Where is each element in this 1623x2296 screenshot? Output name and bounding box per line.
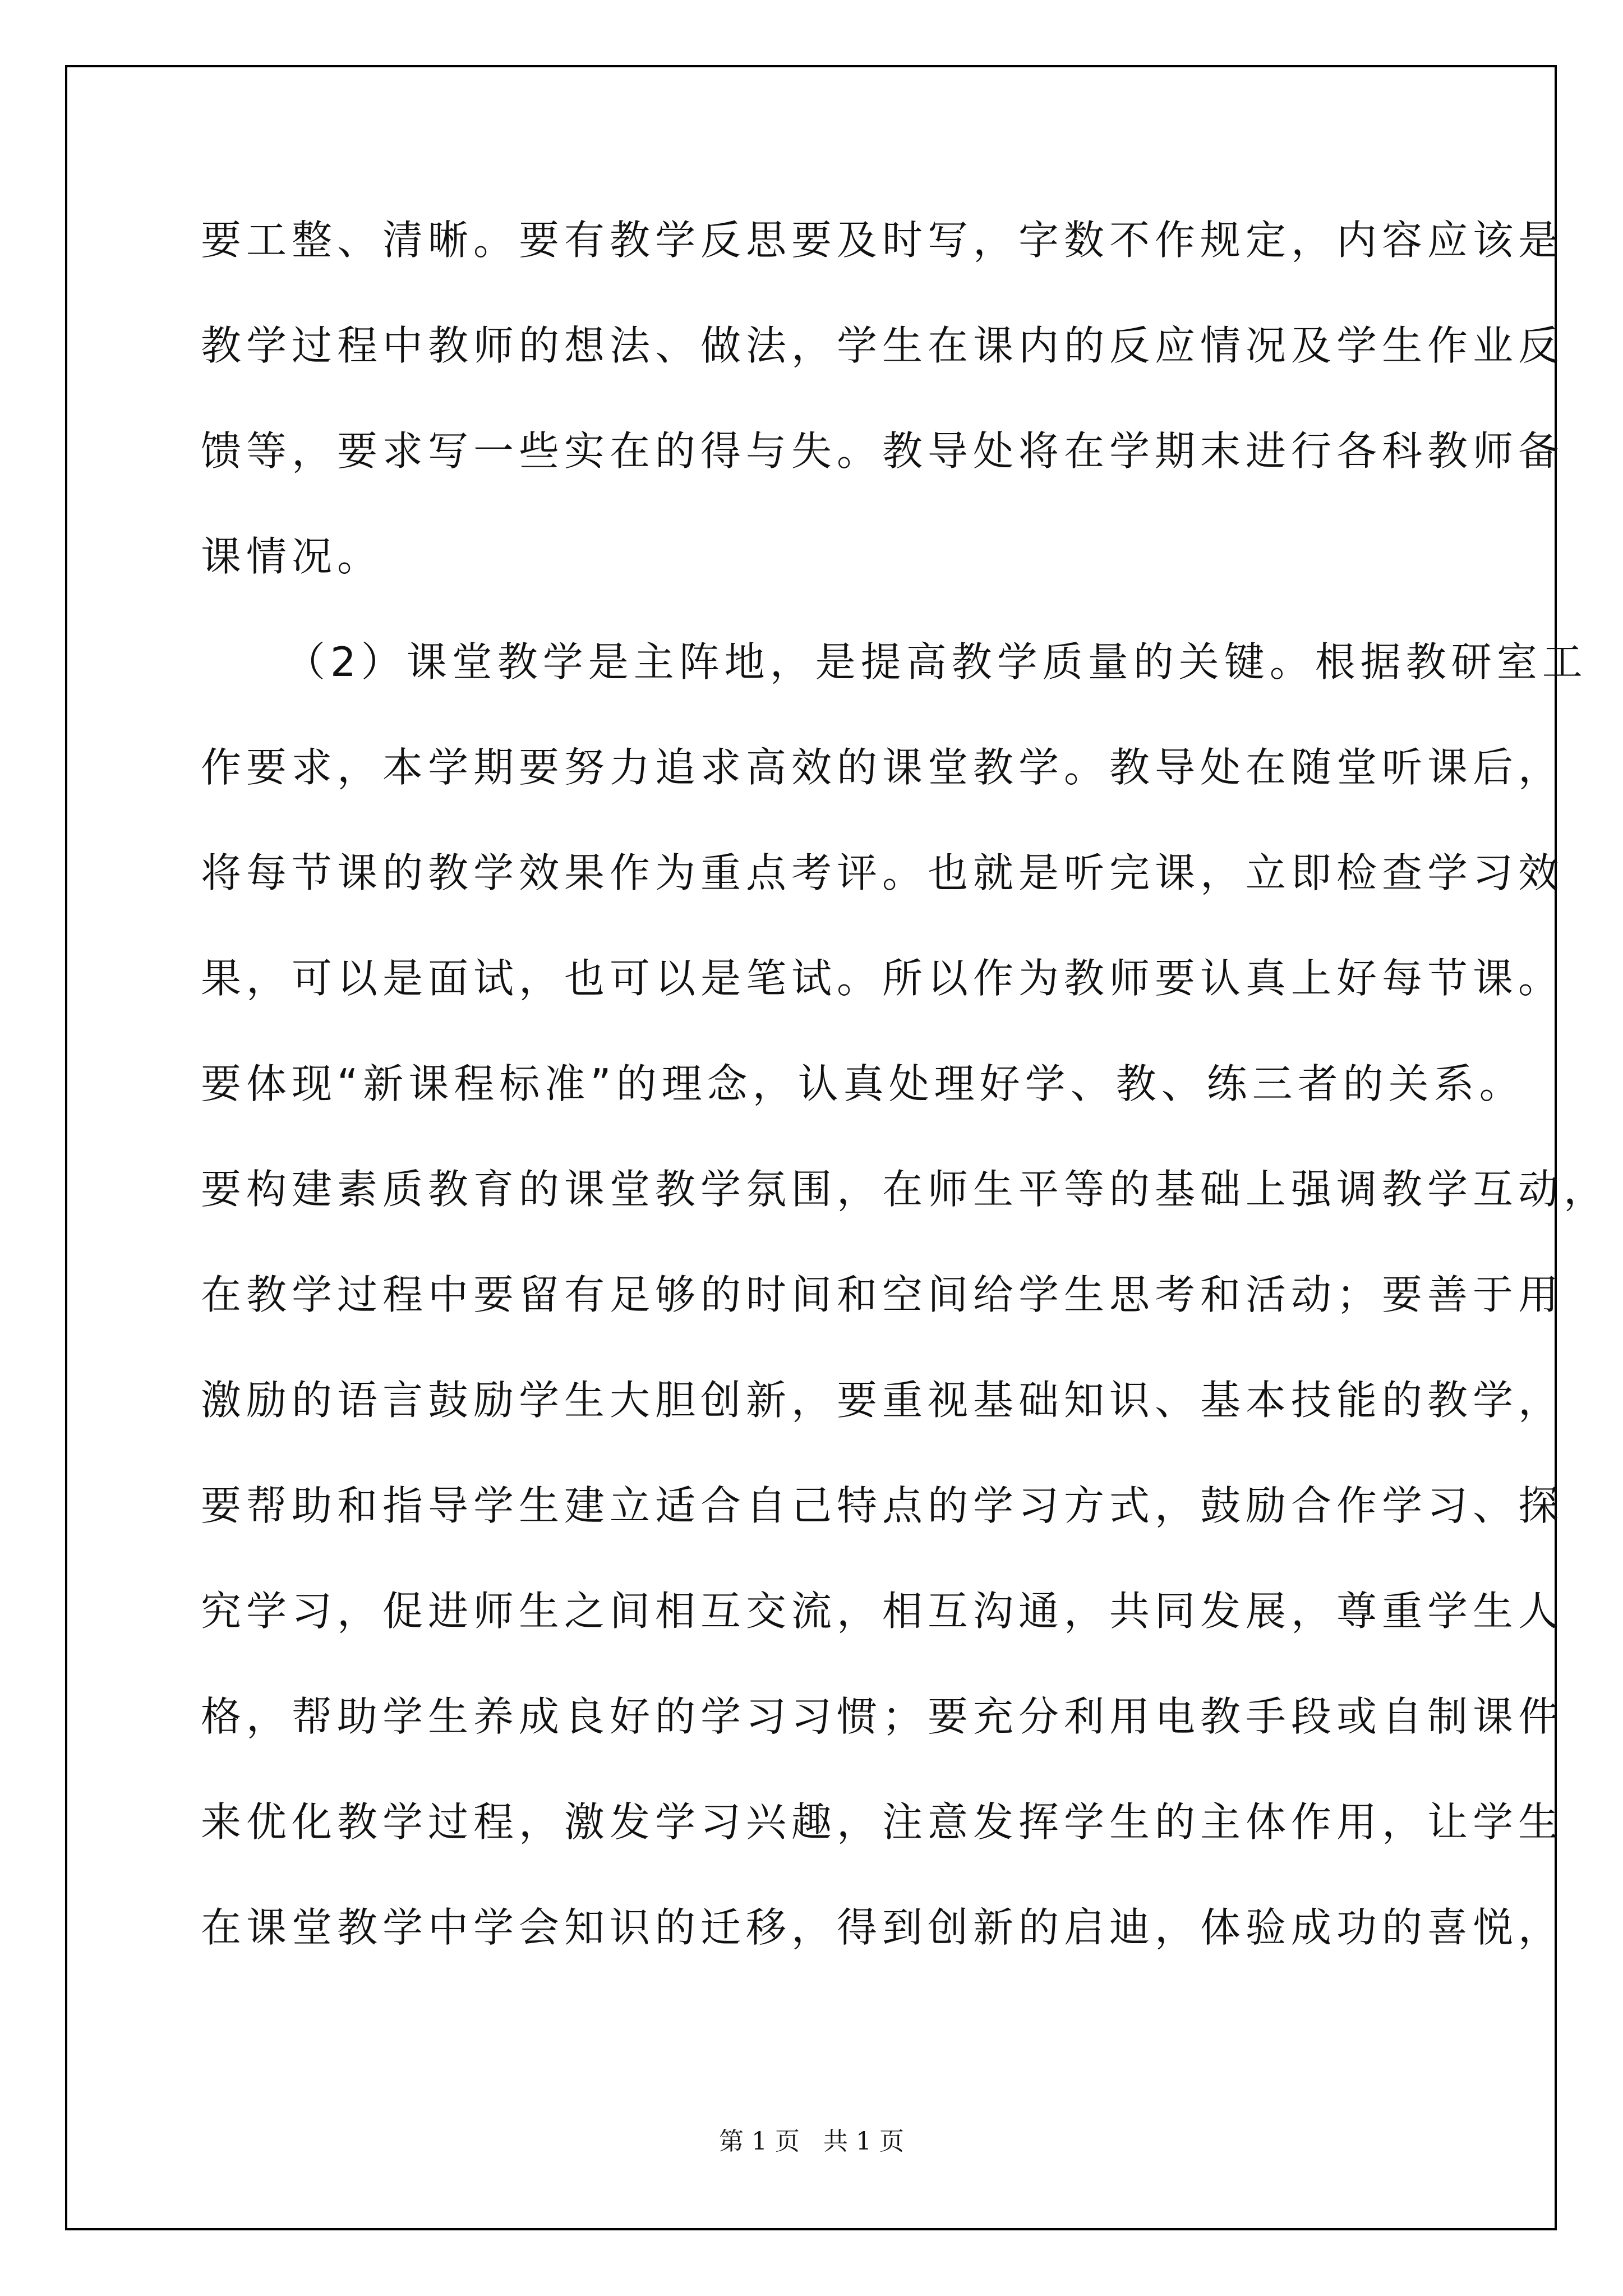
- body-text-line: 激励的语言鼓励学生大胆创新，要重视基础知识、基本技能的教学，: [201, 1377, 1564, 1424]
- body-text-line: 教学过程中教师的想法、做法，学生在课内的反应情况及学生作业反: [201, 322, 1564, 369]
- body-text-line: 果，可以是面试，也可以是笔试。所以作为教师要认真上好每节课。: [201, 955, 1564, 1002]
- body-text-line: 要构建素质教育的课堂教学氛围，在师生平等的基础上强调教学互动，: [201, 1166, 1610, 1213]
- body-text-line: 作要求，本学期要努力追求高效的课堂教学。教导处在随堂听课后，: [201, 744, 1564, 791]
- body-text-line: 课情况。: [201, 533, 383, 580]
- body-text-line: 要体现“新课程标准”的理念，认真处理好学、教、练三者的关系。: [201, 1060, 1525, 1107]
- body-text-line: 来优化教学过程，激发学习兴趣，注意发挥学生的主体作用，让学生: [201, 1798, 1564, 1846]
- body-text-line: （2）课堂教学是主阵地，是提高教学质量的关键。根据教研室工: [285, 638, 1588, 685]
- body-text-line: 格，帮助学生养成良好的学习习惯；要充分利用电教手段或自制课件: [201, 1693, 1564, 1740]
- body-text-line: 究学习，促进师生之间相互交流，相互沟通，共同发展，尊重学生人: [201, 1588, 1564, 1635]
- body-text-line: 要工整、清晰。要有教学反思要及时写，字数不作规定，内容应该是: [201, 217, 1564, 264]
- body-text-line: 在教学过程中要留有足够的时间和空间给学生思考和活动；要善于用: [201, 1271, 1564, 1318]
- page-number-footer: 第 1 页 共 1 页: [719, 2127, 904, 2156]
- body-text-line: 将每节课的教学效果作为重点考评。也就是听完课，立即检查学习效: [201, 849, 1564, 896]
- body-text-line: 要帮助和指导学生建立适合自己特点的学习方式，鼓励合作学习、探: [201, 1482, 1564, 1529]
- body-text-line: 在课堂教学中学会知识的迁移，得到创新的启迪，体验成功的喜悦，: [201, 1904, 1564, 1951]
- body-text-line: 馈等，要求写一些实在的得与失。教导处将在学期末进行各科教师备: [201, 427, 1564, 475]
